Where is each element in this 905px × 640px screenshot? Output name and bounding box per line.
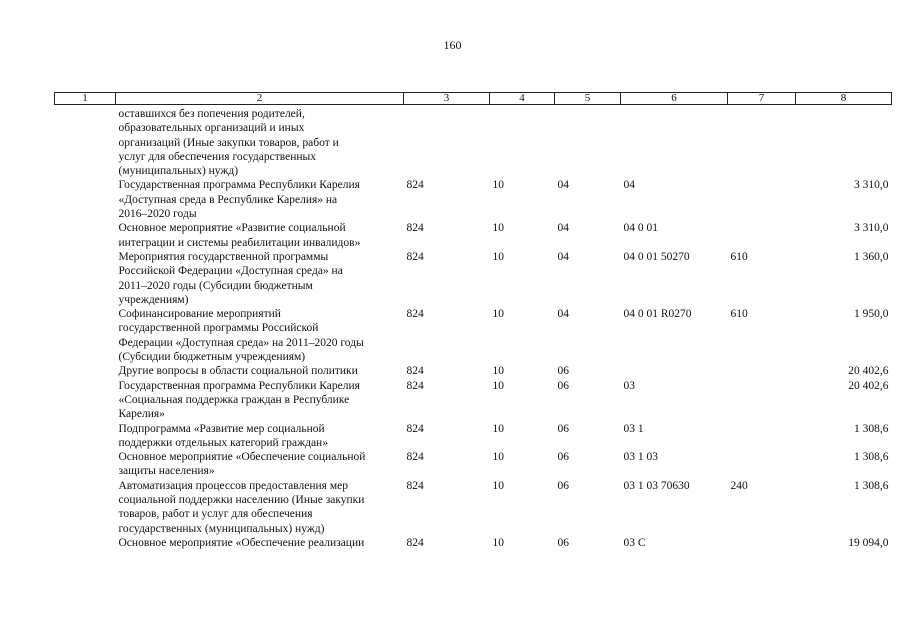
subsection-code-cell: 06 [557, 536, 569, 549]
department-code-cell: 824 [406, 308, 424, 321]
amount-cell: 1 308,6 [854, 451, 889, 464]
department-code-cell [404, 107, 490, 178]
row-number-cell [55, 422, 116, 451]
item-name-line: государственной программы Российской [118, 322, 319, 335]
expense-type-code-cell: 610 [730, 250, 748, 263]
section-code-cell [490, 107, 555, 178]
section-code-cell: 10 [492, 451, 504, 464]
target-article-code-cell [621, 364, 728, 378]
item-name-cell [116, 250, 404, 307]
section-code-cell: 10 [492, 365, 504, 378]
item-name-line: государственных (муниципальных) нужд) [118, 522, 325, 535]
department-code-cell: 824 [406, 250, 424, 263]
column-number: 4 [490, 93, 555, 105]
subsection-code-cell: 06 [557, 479, 569, 492]
expense-type-code-cell [728, 178, 796, 221]
item-name-line: Автоматизация процессов предоставления мер [118, 479, 348, 492]
expense-type-code-cell: 610 [730, 308, 748, 321]
expense-type-code-cell [728, 107, 796, 178]
amount-cell: 19 094,0 [848, 536, 889, 549]
item-name-cell [116, 422, 404, 451]
table-row [55, 307, 892, 364]
item-name-cell [116, 364, 404, 378]
row-number-cell [55, 307, 116, 364]
table-row [55, 178, 892, 221]
subsection-code-cell: 04 [557, 250, 569, 263]
item-name-line: 2016–2020 годы [118, 208, 197, 221]
item-name-cell [116, 450, 404, 479]
item-name-line: Федерации «Доступная среда» на 2011–2020 годы [118, 336, 364, 349]
subsection-code-cell: 06 [557, 451, 569, 464]
amount-cell: 1 360,0 [854, 250, 889, 263]
column-number: 8 [796, 93, 892, 105]
item-name-line: Мероприятия государственной программы [118, 250, 329, 263]
item-name-line: Государственная программа Республики Карелия [118, 379, 360, 392]
item-name-line: «Социальная поддержка граждан в Республике [118, 393, 350, 406]
item-name-line: образовательных организаций и иных [118, 122, 305, 135]
budget-table [54, 92, 892, 550]
table-row [55, 221, 892, 250]
amount-cell [796, 107, 892, 178]
target-article-code-cell: 03 1 03 [623, 451, 658, 464]
item-name-cell [116, 536, 404, 550]
expense-type-code-cell [728, 364, 796, 378]
row-number-cell [55, 250, 116, 307]
section-code-cell: 10 [492, 379, 504, 392]
table-row [55, 479, 892, 536]
amount-cell: 1 308,6 [854, 479, 889, 492]
target-article-code-cell: 03 1 03 70630 [623, 479, 690, 492]
target-article-code-cell: 04 0 01 R0270 [623, 308, 692, 321]
item-name-line: организаций (Иные закупки товаров, работ и [118, 136, 339, 149]
expense-type-code-cell [728, 450, 796, 479]
table-body [55, 105, 892, 551]
item-name-line: поддержки отдельных категорий граждан» [118, 436, 328, 449]
department-code-cell: 824 [406, 379, 424, 392]
target-article-code-cell: 04 0 01 [623, 222, 658, 235]
item-name-line: «Доступная среда в Республике Карелия» на [118, 193, 338, 206]
item-name-line: (муниципальных) нужд) [118, 165, 239, 178]
column-number: 6 [621, 93, 728, 105]
expense-type-code-cell: 240 [730, 479, 748, 492]
column-number: 1 [55, 93, 116, 105]
item-name-cell [116, 479, 404, 536]
department-code-cell: 824 [406, 536, 424, 549]
table-row [55, 250, 892, 307]
item-name-cell [116, 221, 404, 250]
item-name-line: социальной поддержки населению (Иные закупки [118, 494, 365, 507]
column-number-row [55, 93, 892, 105]
item-name-line: оставшихся без попечения родителей, [118, 108, 305, 120]
department-code-cell: 824 [406, 422, 424, 435]
expense-type-code-cell [728, 536, 796, 550]
amount-cell: 20 402,6 [848, 365, 889, 378]
item-name-line: 2011–2020 годы (Субсидии бюджетным [118, 279, 313, 292]
expense-type-code-cell [728, 422, 796, 451]
item-name-line: услуг для обеспечения государственных [118, 150, 316, 163]
section-code-cell: 10 [492, 222, 504, 235]
target-article-code-cell: 04 0 01 50270 [623, 250, 690, 263]
item-name-line: Основное мероприятие «Обеспечение социальной [118, 451, 366, 464]
section-code-cell: 10 [492, 308, 504, 321]
subsection-code-cell [555, 107, 621, 178]
department-code-cell: 824 [406, 365, 424, 378]
target-article-code-cell: 03 С [623, 536, 646, 549]
row-number-cell [55, 221, 116, 250]
subsection-code-cell: 04 [557, 222, 569, 235]
row-number-cell [55, 107, 116, 178]
table-row [55, 379, 892, 422]
table-row [55, 107, 892, 178]
amount-cell: 3 310,0 [854, 222, 889, 235]
table-row [55, 536, 892, 550]
section-code-cell: 10 [492, 536, 504, 549]
expense-type-code-cell [728, 221, 796, 250]
subsection-code-cell: 06 [557, 379, 569, 392]
section-code-cell: 10 [492, 422, 504, 435]
subsection-code-cell: 06 [557, 422, 569, 435]
item-name-line: Государственная программа Республики Карелия [118, 179, 360, 192]
row-number-cell [55, 536, 116, 550]
item-name-cell [116, 307, 404, 364]
section-code-cell: 10 [492, 179, 504, 192]
section-code-cell: 10 [492, 250, 504, 263]
row-number-cell [55, 379, 116, 422]
section-code-cell: 10 [492, 479, 504, 492]
item-name-line: товаров, работ и услуг для обеспечения [118, 508, 313, 521]
item-name-cell [116, 107, 404, 178]
item-name-line: Софинансирование мероприятий [118, 308, 281, 321]
item-name-cell [116, 178, 404, 221]
department-code-cell: 824 [406, 451, 424, 464]
amount-cell: 3 310,0 [854, 179, 889, 192]
target-article-code-cell: 03 1 [623, 422, 644, 435]
row-number-cell [55, 178, 116, 221]
department-code-cell: 824 [406, 479, 424, 492]
target-article-code-cell: 03 [623, 379, 635, 392]
table-row [55, 364, 892, 378]
item-name-line: (Субсидии бюджетным учреждениям) [118, 351, 306, 364]
amount-cell: 1 308,6 [854, 422, 889, 435]
row-number-cell [55, 450, 116, 479]
column-number: 3 [404, 93, 490, 105]
item-name-cell [116, 379, 404, 422]
target-article-code-cell: 04 [623, 179, 635, 192]
row-number-cell [55, 364, 116, 378]
column-number: 7 [728, 93, 796, 105]
item-name-line: учреждениям) [118, 293, 189, 306]
item-name-line: Карелия» [118, 408, 165, 421]
expense-type-code-cell [728, 379, 796, 422]
column-number: 5 [555, 93, 621, 105]
table-row [55, 422, 892, 451]
target-article-code-cell [621, 107, 728, 178]
subsection-code-cell: 04 [557, 308, 569, 321]
page-number: 160 [443, 38, 462, 52]
item-name-line: Другие вопросы в области социальной политики [118, 365, 358, 378]
column-number: 2 [116, 93, 404, 105]
table-row [55, 450, 892, 479]
item-name-line: Основное мероприятие «Развитие социальной [118, 222, 346, 235]
item-name-line: Российской Федерации «Доступная среда» на [118, 265, 343, 278]
item-name-line: интеграции и системы реабилитации инвалидов» [118, 236, 361, 249]
amount-cell: 20 402,6 [848, 379, 889, 392]
item-name-line: защиты населения» [118, 465, 215, 478]
subsection-code-cell: 06 [557, 365, 569, 378]
amount-cell: 1 950,0 [854, 308, 889, 321]
department-code-cell: 824 [406, 179, 424, 192]
department-code-cell: 824 [406, 222, 424, 235]
subsection-code-cell: 04 [557, 179, 569, 192]
item-name-line: Подпрограмма «Развитие мер социальной [118, 422, 325, 435]
row-number-cell [55, 479, 116, 536]
item-name-line: Основное мероприятие «Обеспечение реализации [118, 536, 365, 549]
